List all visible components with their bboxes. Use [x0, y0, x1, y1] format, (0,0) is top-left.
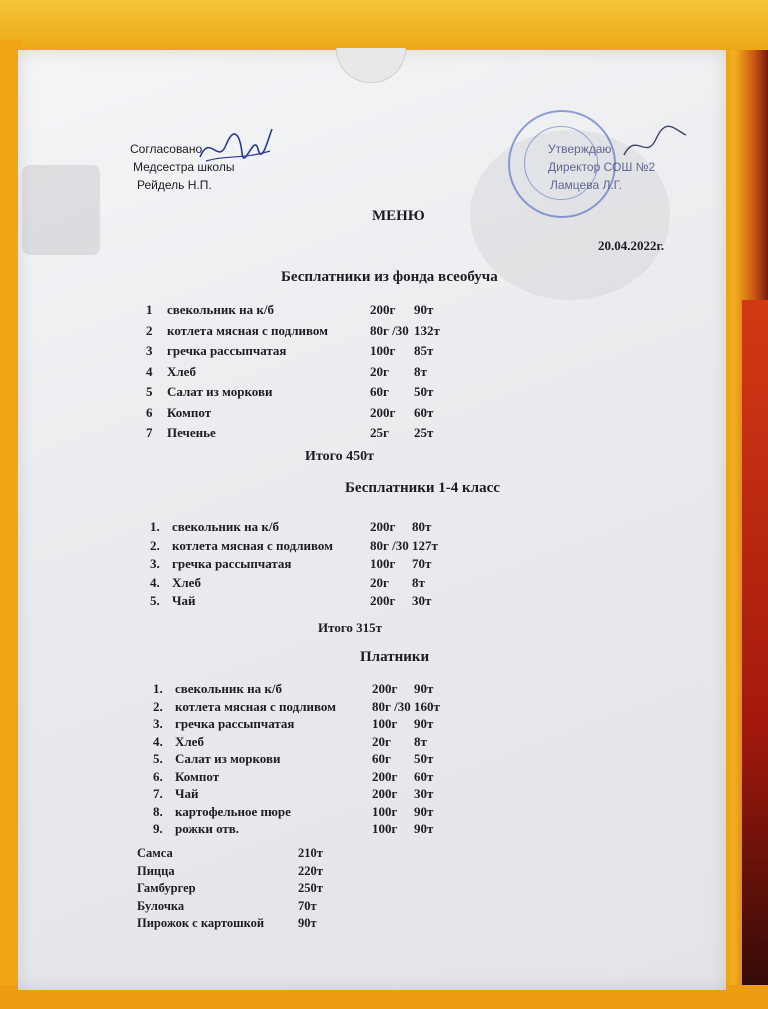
menu-item-price: 30т: [412, 593, 432, 608]
menu-item-price: 8т: [412, 574, 425, 590]
menu-item-name: Чай: [175, 786, 199, 801]
menu-item-price: 90т: [414, 681, 434, 696]
menu-item-name: гречка рассыпчатая: [167, 343, 287, 358]
section2-total: Итого 315т: [318, 620, 383, 635]
section3-title: Платники: [360, 649, 430, 665]
menu-item-weight: 200г: [372, 768, 398, 784]
menu-item-weight: 200г: [370, 404, 396, 420]
menu-item-price: 8т: [414, 363, 427, 379]
menu-item-name: свекольник на к/б: [175, 681, 282, 696]
menu-item-number: 6: [146, 404, 153, 420]
menu-item-price: 50т: [414, 751, 434, 766]
menu-item-number: 7: [146, 425, 153, 440]
menu-item-price: 8т: [414, 733, 427, 749]
menu-item-price: 90т: [414, 821, 434, 836]
menu-item-number: 2: [146, 322, 153, 338]
menu-item-number: 1.: [150, 519, 160, 534]
menu-item-price: 60т: [414, 768, 434, 784]
menu-item-weight: 100г: [370, 556, 396, 571]
menu-item-number: 3: [146, 343, 153, 358]
menu-item-price: 160т: [414, 698, 440, 714]
section2-title: Бесплатники 1-4 класс: [345, 480, 500, 496]
tape-residue: [22, 165, 100, 255]
menu-item-price: 90т: [414, 302, 434, 317]
menu-item-weight: 100г: [370, 343, 396, 358]
menu-item-weight: 80г /30: [370, 322, 409, 338]
approval-right-line3: Ламцева Л.Г.: [550, 178, 623, 192]
menu-item-weight: 100г: [372, 716, 398, 731]
menu-item-name: Хлеб: [175, 733, 204, 749]
menu-item-weight: 20г: [372, 733, 391, 749]
approval-left-line2: Медсестра школы: [133, 160, 235, 174]
extra-item-name: Гамбургер: [137, 881, 196, 895]
menu-item-number: 2.: [150, 537, 160, 553]
menu-item-name: Хлеб: [172, 574, 201, 590]
menu-item-number: 1: [146, 302, 153, 317]
section1-total: Итого 450т: [305, 449, 374, 464]
menu-item-price: 70т: [412, 556, 432, 571]
menu-item-name: Чай: [172, 593, 196, 608]
extra-item-price: 70т: [298, 898, 317, 913]
menu-item-number: 7.: [153, 786, 163, 801]
approval-right-line2: Директор СОШ №2: [548, 160, 656, 174]
menu-item-name: Салат из моркови: [175, 751, 281, 766]
menu-item-weight: 200г: [370, 302, 396, 317]
approval-left-line1: Согласовано: [130, 142, 203, 156]
approval-left-line3: Рейдель Н.П.: [137, 178, 212, 192]
menu-item-number: 6.: [153, 768, 163, 784]
menu-item-number: 4.: [150, 574, 160, 590]
menu-item-name: гречка рассыпчатая: [172, 556, 292, 571]
menu-item-weight: 80г /30: [370, 537, 409, 553]
menu-item-weight: 80г /30: [372, 698, 411, 714]
menu-item-number: 4.: [153, 733, 163, 749]
menu-item-price: 50т: [414, 384, 434, 399]
menu-item-name: свекольник на к/б: [172, 519, 279, 534]
menu-title: МЕНЮ: [372, 208, 425, 224]
menu-item-weight: 25г: [370, 425, 389, 440]
menu-item-price: 60т: [414, 404, 434, 420]
menu-item-name: Печенье: [167, 425, 216, 440]
menu-item-name: свекольник на к/б: [167, 302, 274, 317]
menu-item-price: 30т: [414, 786, 434, 801]
menu-item-number: 5: [146, 384, 153, 399]
menu-item-weight: 20г: [370, 574, 389, 590]
menu-item-number: 9.: [153, 821, 163, 836]
extra-item-price: 90т: [298, 916, 317, 930]
extra-item-price: 220т: [298, 863, 323, 878]
menu-item-name: Хлеб: [167, 363, 196, 379]
extra-item-price: 210т: [298, 846, 323, 860]
menu-item-weight: 100г: [372, 821, 398, 836]
approval-right-line1: Утверждаю: [548, 142, 612, 156]
menu-item-name: рожки отв.: [175, 821, 240, 836]
menu-item-number: 1.: [153, 681, 163, 696]
menu-item-weight: 200г: [372, 681, 398, 696]
menu-item-number: 5.: [150, 593, 160, 608]
menu-item-name: котлета мясная с подливом: [172, 537, 334, 553]
menu-item-weight: 60г: [370, 384, 389, 399]
menu-date: 20.04.2022г.: [598, 238, 665, 253]
extra-item-name: Булочка: [137, 898, 185, 913]
background-red-panel: [742, 300, 768, 1009]
menu-item-number: 8.: [153, 803, 163, 819]
menu-item-name: Компот: [167, 404, 212, 420]
extra-item-price: 250т: [298, 881, 323, 895]
signature-right: [620, 125, 690, 165]
menu-item-name: гречка рассыпчатая: [175, 716, 295, 731]
menu-item-number: 4: [146, 363, 153, 379]
menu-item-name: Салат из моркови: [167, 384, 273, 399]
menu-item-price: 90т: [414, 803, 434, 819]
menu-item-weight: 20г: [370, 363, 389, 379]
extra-item-name: Самса: [137, 846, 173, 860]
menu-item-price: 127т: [412, 537, 438, 553]
menu-item-weight: 200г: [372, 786, 398, 801]
menu-item-name: котлета мясная с подливом: [167, 322, 329, 338]
menu-item-name: картофельное пюре: [175, 803, 291, 819]
menu-item-price: 25т: [414, 425, 434, 440]
menu-item-number: 5.: [153, 751, 163, 766]
menu-item-weight: 200г: [370, 519, 396, 534]
menu-item-weight: 200г: [370, 593, 396, 608]
menu-item-number: 3.: [153, 716, 163, 731]
menu-item-number: 2.: [153, 698, 163, 714]
menu-item-name: котлета мясная с подливом: [175, 698, 337, 714]
menu-item-price: 90т: [414, 716, 434, 731]
extra-item-name: Пирожок с картошкой: [137, 916, 265, 930]
menu-item-price: 85т: [414, 343, 434, 358]
menu-item-weight: 60г: [372, 751, 391, 766]
signature-left: [196, 125, 276, 170]
extra-item-name: Пицца: [137, 863, 175, 878]
menu-item-weight: 100г: [372, 803, 398, 819]
menu-item-price: 132т: [414, 322, 440, 338]
menu-item-price: 80т: [412, 519, 432, 534]
section1-title: Бесплатники из фонда всеобуча: [281, 269, 498, 285]
menu-item-name: Компот: [175, 768, 220, 784]
menu-item-number: 3.: [150, 556, 160, 571]
